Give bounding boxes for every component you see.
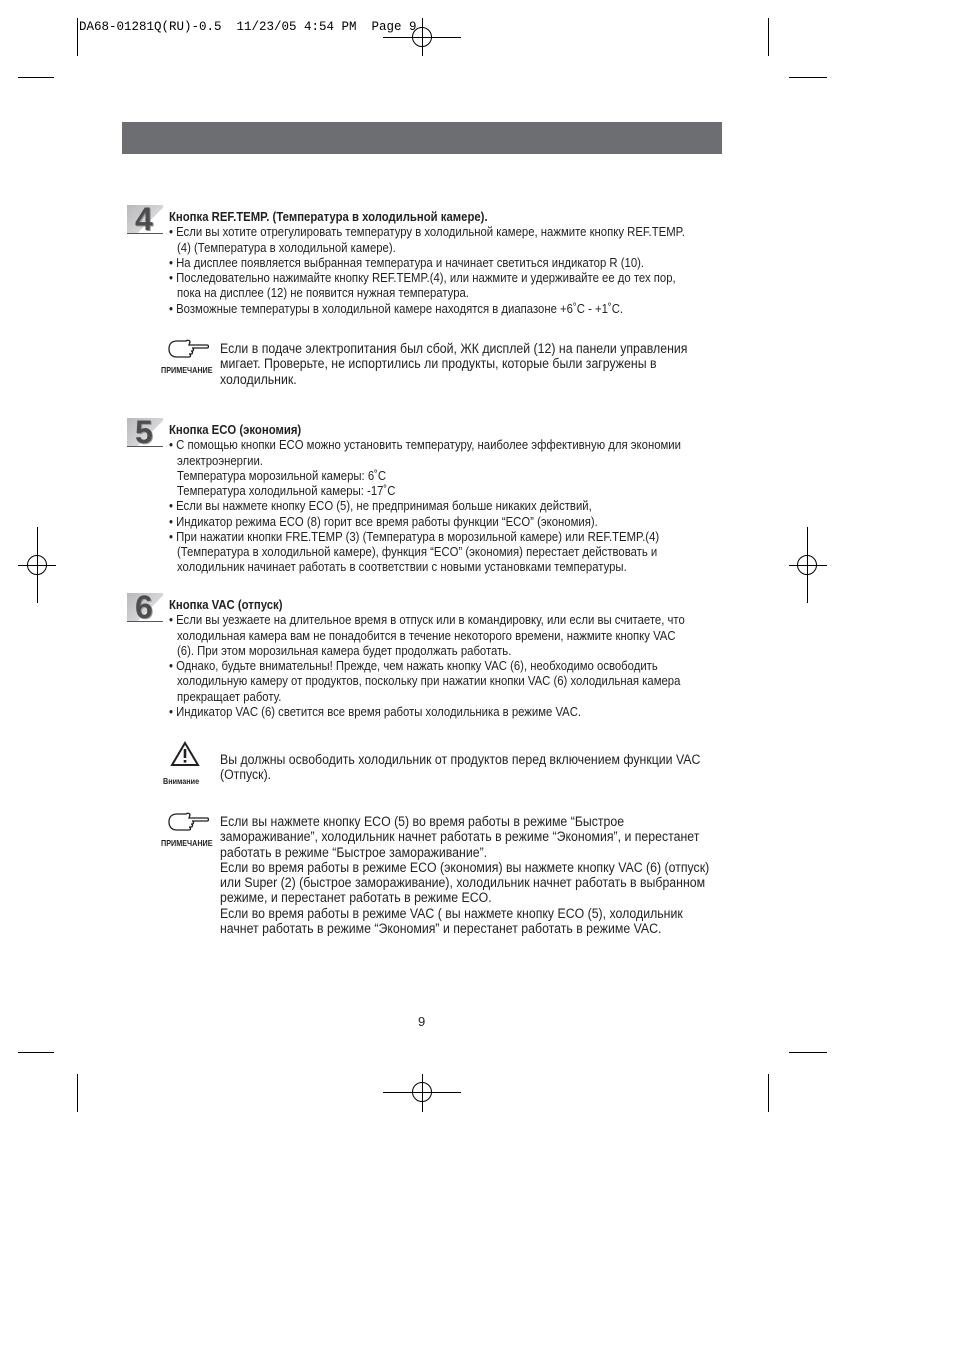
page-number: 9 xyxy=(418,1014,426,1029)
bullet-item: • При нажатии кнопки FRE.TEMP (3) (Температура в морозильной камере) или REF.TEMP.(4) xyxy=(169,529,660,544)
note-text-line: режиме, и перестанет работать в режиме ECO. xyxy=(220,890,492,906)
section-number-badge xyxy=(127,201,163,237)
note-text-line: Если вы нажмете кнопку ECO (5) во время работы в режиме “Быстрое xyxy=(220,814,625,829)
bullet-continuation: холодильную камеру от продуктов, поскольку при нажатии кнопки VAC (6) холодильная камера xyxy=(177,674,681,689)
note-label: Внимание xyxy=(163,776,200,786)
pointing-hand-icon xyxy=(167,811,209,838)
bullet-item: • Если вы уезжаете на длительное время в отпуск или в командировку, или если вы считаете, что xyxy=(169,613,685,628)
section-header-bar xyxy=(122,122,722,154)
note-text-line: Если во время работы в режиме VAC ( вы нажмете кнопку ECO (5), холодильник xyxy=(220,905,683,921)
bullet-item: • Возможные температуры в холодильной камере находятся в диапазоне +6˚C - +1˚C. xyxy=(169,301,624,316)
note-text-line: Если во время работы в режиме ECO (экономия) вы нажмете кнопку VAC (6) (отпуск) xyxy=(220,859,710,875)
section-number-badge xyxy=(127,589,163,625)
bullet-item: • Если вы хотите отрегулировать температуру в холодильной камере, нажмите кнопку REF.TEMP. xyxy=(169,225,685,240)
note-text-line: (Отпуск). xyxy=(220,767,272,783)
bullet-continuation: холодильник начинает работать в соответствии с новыми установками температуры. xyxy=(177,560,627,575)
section-title: Кнопка ECO (экономия) xyxy=(169,423,302,437)
bullet-item: • Если вы нажмете кнопку ECO (5), не предпринимая больше никаких действий, xyxy=(169,499,592,514)
bullet-continuation: (6). При этом морозильная камера будет продолжать работать. xyxy=(177,643,512,658)
note-label: ПРИМЕЧАНИЕ xyxy=(161,365,213,375)
note-text-line: работать в режиме “Быстрое замораживание”. xyxy=(220,844,488,860)
bullet-item: • На дисплее появляется выбранная температура и начинает светиться индикатор R (10). xyxy=(169,255,645,270)
bullet-item: • Последовательно нажимайте кнопку REF.TEMP.(4), или нажмите и удерживайте ее до тех пор, xyxy=(169,271,676,285)
bullet-item: • Индикатор режима ECO (8) горит все время работы функции “ECO” (экономия). xyxy=(169,514,598,529)
section-title: Кнопка VAC (отпуск) xyxy=(169,598,283,612)
print-slug: DA68-01281Q(RU)-0.5 11/23/05 4:54 PM Page 9 xyxy=(79,20,417,34)
bullet-continuation: Температура холодильной камеры: -17˚C xyxy=(177,484,396,498)
section-number: 5 xyxy=(135,414,153,450)
bullet-continuation: электроэнергии. xyxy=(177,453,263,468)
section-number: 4 xyxy=(135,201,153,237)
note-text-line: Если в подаче электропитания был сбой, ЖК дисплей (12) на панели управления xyxy=(220,341,688,356)
bullet-continuation: (4) (Температура в холодильной камере). xyxy=(177,240,396,255)
note-label: ПРИМЕЧАНИЕ xyxy=(161,838,213,848)
bullet-item: • Однако, будьте внимательны! Прежде, чем нажать кнопку VAC (6), необходимо освободить xyxy=(169,659,658,673)
bullet-item: • С помощью кнопки ECO можно установить температуру, наиболее эффективную для экономии xyxy=(169,438,681,453)
section-number-badge xyxy=(127,414,163,450)
note-text-line: Вы должны освободить холодильник от продуктов перед включением функции VAC xyxy=(220,752,701,767)
note-text-line: замораживание”, холодильник начнет работать в режиме “Экономия”, и перестанет xyxy=(220,829,700,845)
section-number: 6 xyxy=(135,589,153,625)
note-text-line: холодильник. xyxy=(220,371,297,387)
note-text-line: или Super (2) (быстрое замораживание), холодильник начнет работать в выбранном xyxy=(220,875,706,890)
bullet-continuation: (Температура в холодильной камере), функция “ECO” (экономия) перестает действовать и xyxy=(177,545,658,559)
bullet-continuation: холодильная камера вам не понадобится в течение некоторого времени, нажмите кнопку VAC xyxy=(177,628,676,643)
note-text-line: начнет работать в режиме “Экономия” и перестанет работать в режиме VAC. xyxy=(220,920,662,936)
bullet-continuation: прекращает работу. xyxy=(177,689,282,704)
section-title: Кнопка REF.TEMP. (Температура в холодильной камере). xyxy=(169,210,488,224)
pointing-hand-icon xyxy=(167,338,209,365)
note-text-line: мигает. Проверьте, не испортились ли продукты, которые были загружены в xyxy=(220,356,657,372)
bullet-continuation: Температура морозильной камеры: 6˚C xyxy=(177,468,387,483)
warning-icon xyxy=(170,741,200,772)
bullet-item: • Индикатор VAC (6) светится все время работы холодильника в режиме VAC. xyxy=(169,704,582,719)
bullet-continuation: пока на дисплее (12) не появится нужная температура. xyxy=(177,286,469,301)
